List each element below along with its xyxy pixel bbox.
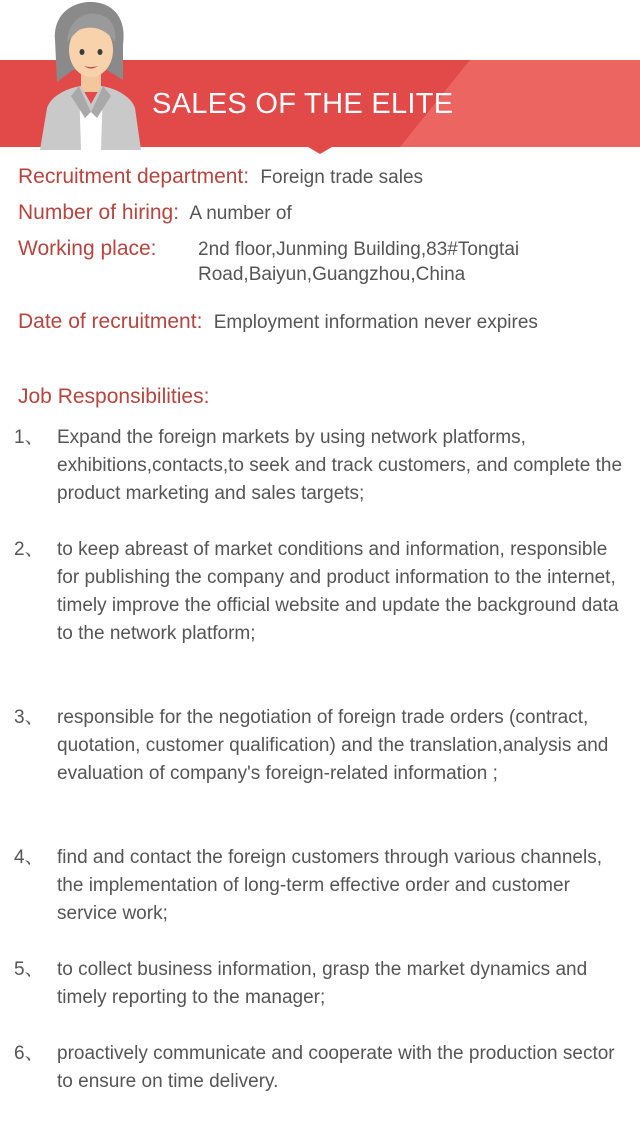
- item-number: 5、: [14, 959, 44, 980]
- item-text: proactively communicate and cooperate with the production sector to ensure on time delivery.: [57, 1043, 615, 1092]
- date-row: [18, 309, 633, 336]
- item-text: to collect business information, grasp the market dynamics and timely reporting to the manager;: [57, 959, 588, 1008]
- department-value: Foreign trade sales: [260, 167, 424, 188]
- hiring-label: Number of hiring:: [18, 201, 180, 224]
- page-title: SALES OF THE ELITE: [152, 88, 454, 120]
- working-place-value: 2nd floor,Junming Building,83#Tongtai Road,Baiyun,Guangzhou,China: [198, 239, 520, 285]
- item-number: 4、: [14, 847, 44, 868]
- item-number: 3、: [14, 707, 44, 728]
- item-text: responsible for the negotiation of foreign trade orders (contract, quotation, customer qualification) and the translation,analysis and evaluation of company's foreign-related information ;: [57, 707, 609, 784]
- item-text: to keep abreast of market conditions and information, responsible for publishing the company and product information to the internet, timely improve the official website and update the background data to the network platform;: [57, 539, 619, 644]
- hiring-value: A number of: [189, 203, 292, 224]
- department-label: Recruitment department:: [18, 165, 250, 188]
- item-text: find and contact the foreign customers through various channels, the implementation of long-term effective order and customer service work;: [57, 847, 602, 924]
- department-row: [18, 164, 633, 191]
- responsibilities-title: Job Responsibilities:: [18, 385, 210, 408]
- item-number: 6、: [14, 1043, 44, 1064]
- item-text: Expand the foreign markets by using network platforms, exhibitions,contacts,to seek and track customers, and complete the product marketing and sales targets;: [57, 427, 623, 504]
- date-label: Date of recruitment:: [18, 310, 203, 333]
- item-number: 2、: [14, 539, 44, 560]
- item-number: 1、: [14, 427, 44, 448]
- header-banner: [0, 0, 640, 160]
- date-value: Employment information never expires: [213, 312, 538, 333]
- hiring-row: [18, 200, 633, 227]
- avatar-woman-icon: [35, 0, 155, 150]
- working-place-label: Working place:: [18, 237, 157, 260]
